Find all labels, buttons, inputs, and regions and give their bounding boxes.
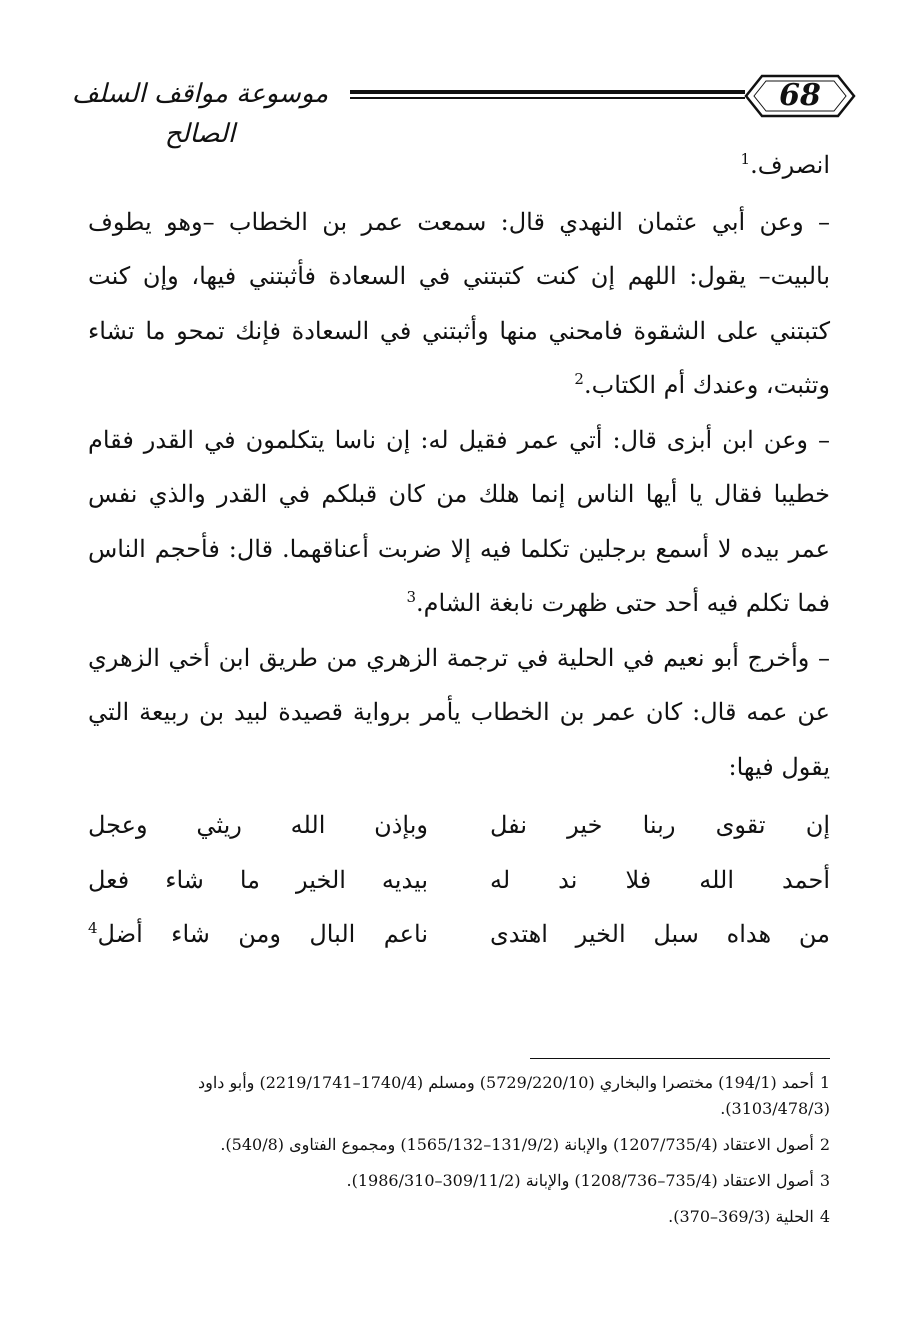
- opening-text: انصرف.: [750, 151, 830, 179]
- footnote-text: الحلية (369/3–370).: [668, 1207, 814, 1226]
- poem-verse: [88, 798, 830, 853]
- poem-hemistich-right: أحمد الله فلا ند له: [490, 865, 830, 894]
- poem-hemistich-left: بيديه الخير ما شاء فعل: [88, 865, 428, 894]
- main-text: [88, 138, 830, 962]
- footnote-number: 2: [819, 1135, 830, 1154]
- footnote: [88, 1204, 830, 1230]
- footnote-number: 3: [819, 1171, 830, 1190]
- footnote-ref-4: 4: [88, 919, 98, 937]
- book-title: موسوعة مواقف السلف الصالح: [71, 79, 329, 149]
- footnote-ref-1: 1: [740, 150, 751, 168]
- header-rule-thick: [350, 90, 745, 94]
- poem-hemistich-right: إن تقوى ربنا خير نفل: [490, 811, 830, 839]
- footnote-number: 1: [819, 1073, 830, 1092]
- page-header: [60, 60, 860, 149]
- footnote: [88, 1132, 830, 1158]
- paragraph-2-text: – وعن ابن أبزى قال: أتي عمر فقيل له: إن ناسا يتكلمون في القدر فقام خطيبا فقال يا أيها الناس إنما هلك من كان قبلكم في القدر والذي نفس عمر بيده لا أسمع برجلين تكلما فيه إلا ضربت أعناقهما. قال: فأحجم الناس فما تكلم فيه أحد حتى ظهرت نابغة الشام.: [88, 425, 830, 617]
- poem-hemistich-right: من هداه سبل الخير اهتدى: [490, 920, 830, 948]
- header-rule: [350, 90, 745, 102]
- poem: [88, 798, 830, 962]
- poem-hemistich-left: وبإذن الله ريثي وعجل: [88, 811, 428, 839]
- paragraph-1: [88, 195, 830, 413]
- footnote-ref-2: 2: [574, 370, 584, 388]
- footnote-text: أحمد (194/1) مختصرا والبخاري (5729/220/10) ومسلم (1740/4–2219/1741) وأبو داود (3103/478/3).: [198, 1073, 830, 1118]
- paragraph-1-text: – وعن أبي عثمان النهدي قال: سمعت عمر بن الخطاب –وهو يطوف بالبيت– يقول: اللهم إن كنت كتبتني في السعادة فأثبتني فيها، وإن كنت كتبتني على الشقوة فامحني منها وأثبتني في السعادة فإنك تمحو ما تشاء وتثبت، وعندك أم الكتاب.: [88, 207, 831, 399]
- footnote-separator: [530, 1058, 830, 1059]
- opening-line: [88, 138, 830, 193]
- footnote-ref-3: 3: [406, 588, 416, 606]
- footnote-text: أصول الاعتقاد (735/4–1208/736) والإبانة (309/11/2–1986/310).: [346, 1171, 814, 1190]
- footnote: [88, 1168, 830, 1194]
- footnote: [88, 1070, 830, 1122]
- page-number-badge: [740, 70, 860, 122]
- poem-verse: [88, 853, 830, 908]
- poem-hemistich-left: [88, 907, 428, 962]
- footnote-number: 4: [819, 1207, 830, 1226]
- footnote-text: أصول الاعتقاد (1207/735/4) والإبانة (131/9/2–1565/132) ومجموع الفتاوى (540/8).: [220, 1135, 814, 1154]
- paragraph-2: [88, 413, 830, 631]
- paragraph-3: [88, 631, 830, 795]
- footnotes: [88, 1070, 830, 1240]
- paragraph-3-text: – وأخرج أبو نعيم في الحلية في ترجمة الزهري من طريق ابن أخي الزهري عن عمه قال: كان عمر بن الخطاب يأمر برواية قصيدة لبيد بن ربيعة التي يقول فيها:: [88, 643, 830, 781]
- poem-verse: [88, 907, 830, 962]
- poem-last-text: ناعم البال ومن شاء أضل: [97, 920, 428, 948]
- header-rule-thin: [350, 97, 745, 99]
- page-number: 68: [779, 78, 821, 113]
